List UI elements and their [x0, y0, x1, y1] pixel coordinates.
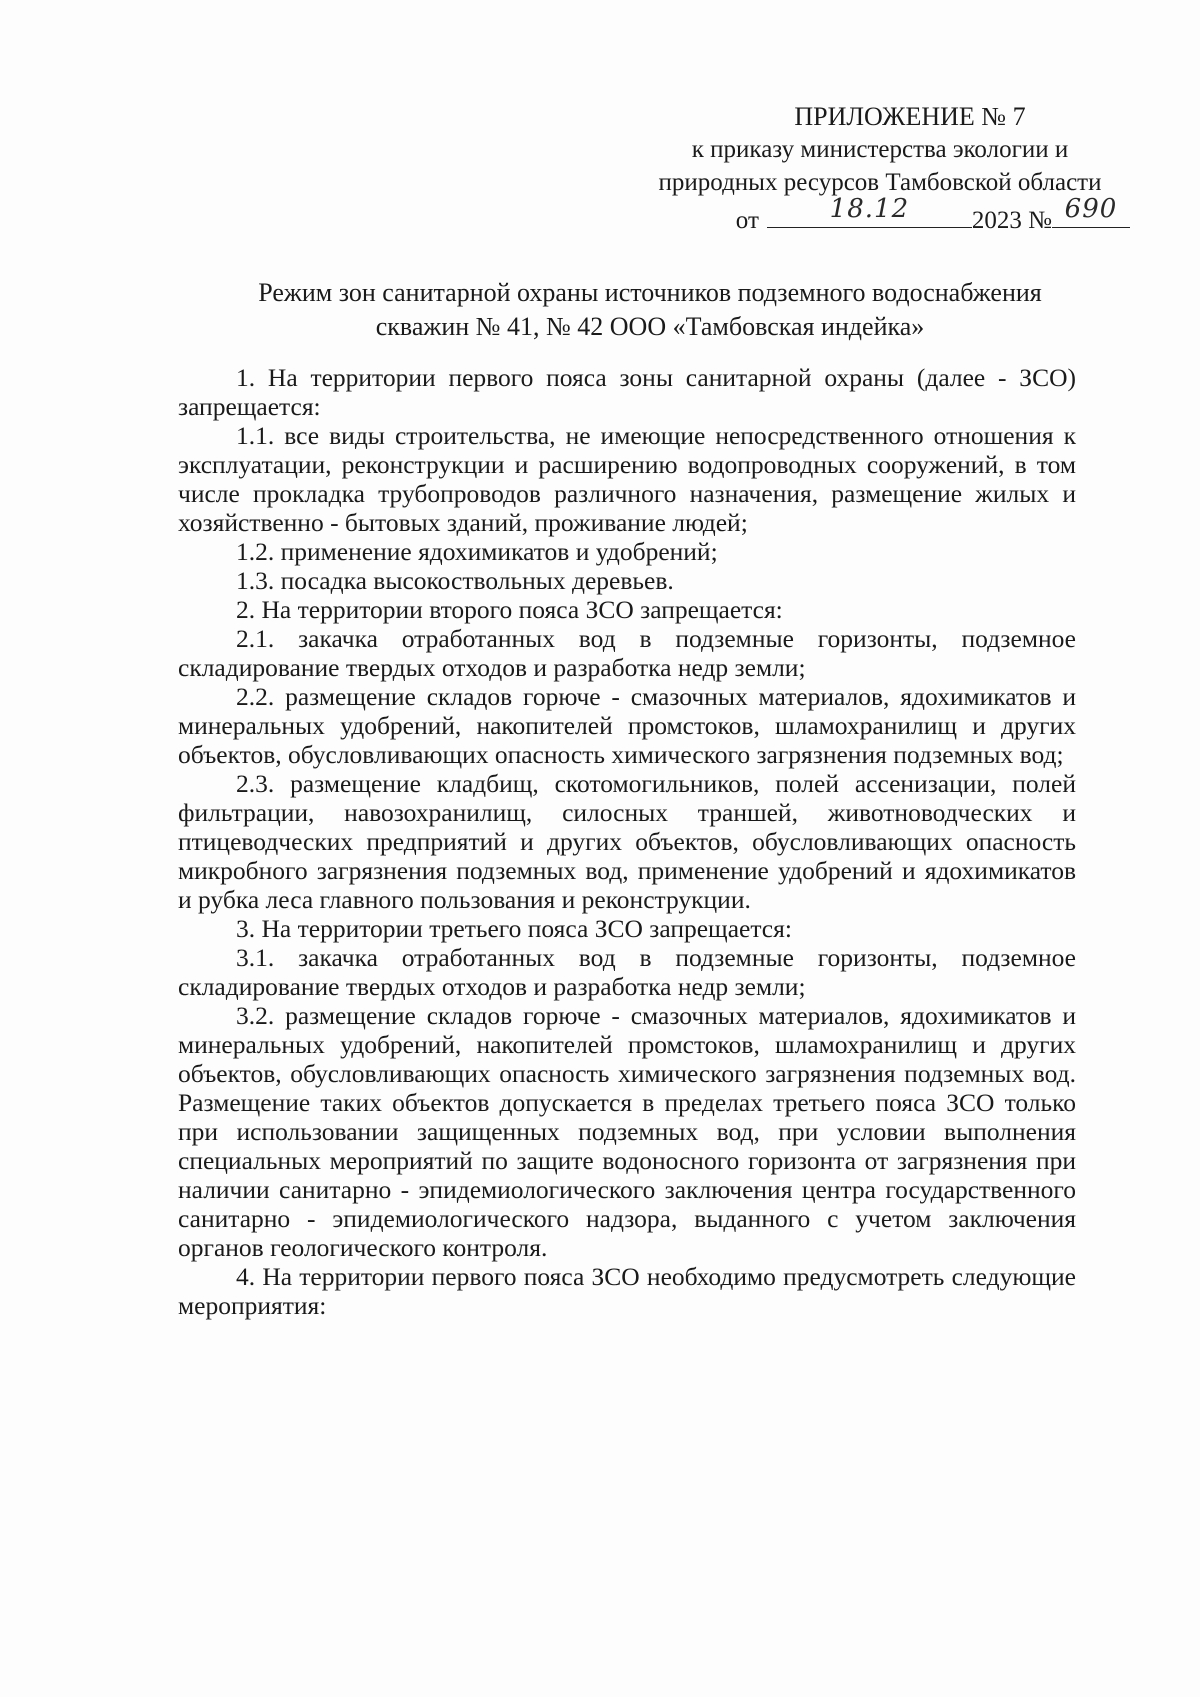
paragraph-1-2: 1.2. применение ядохимикатов и удобрений;	[236, 537, 718, 566]
paragraph-3: 3. На территории третьего пояса ЗСО запрещается:	[236, 914, 792, 943]
paragraph-4: 4. На территории первого пояса ЗСО необходимо предусмотреть следующие мероприятия:	[178, 1262, 1076, 1320]
handwritten-order-number: 690	[1064, 194, 1118, 224]
paragraph-2-1: 2.1. закачка отработанных вод в подземные горизонты, подземное складирование твердых отходов и разработка недр земли;	[178, 624, 1076, 682]
appendix-title: ПРИЛОЖЕНИЕ № 7	[794, 102, 1026, 131]
order-number-field	[1052, 194, 1130, 228]
year-number-label: 2023 №	[971, 207, 1052, 234]
document-title	[180, 276, 1120, 344]
paragraph-1: 1. На территории первого пояса зоны санитарной охраны (далее - ЗСО) запрещается:	[178, 363, 1076, 421]
paragraph-3-2: 3.2. размещение складов горюче - смазочных материалов, ядохимикатов и минеральных удобрений, накопителей промстоков, шламохранилищ и других объектов, обусловливающих опасность химического загрязнения подземных вод. Размещение таких объектов допускается в пределах третьего пояса ЗСО только при использовании защищенных подземных вод, при условии выполнения специальных мероприятий по защите водоносного горизонта от загрязнения при наличии санитарно - эпидемиологического заключения центра государственного санитарно - эпидемиологического надзора, выданного с учетом заключения органов геологического контроля.	[178, 1001, 1076, 1262]
paragraph-1-3: 1.3. посадка высокоствольных деревьев.	[236, 566, 674, 595]
order-date-line	[610, 194, 1130, 237]
paragraph-2-2: 2.2. размещение складов горюче - смазочных материалов, ядохимикатов и минеральных удобрений, накопителей промстоков, шламохранилищ и других объектов, обусловливающих опасность химического загрязнения подземных вод;	[178, 682, 1076, 769]
paragraph-2-3: 2.3. размещение кладбищ, скотомогильников, полей ассенизации, полей фильтрации, навозохранилищ, силосных траншей, животноводческих и птицеводческих предприятий и других объектов, обусловливающих опасность микробного загрязнения подземных вод, применение удобрений и ядохимикатов и рубка леса главного пользования и реконструкции.	[178, 769, 1076, 914]
document-body	[178, 363, 1076, 1320]
handwritten-date: 18.12	[829, 194, 910, 224]
order-reference-line-2: природных ресурсов Тамбовской области	[658, 169, 1102, 196]
appendix-header	[610, 100, 1130, 237]
title-line-1: Режим зон санитарной охраны источников подземного водоснабжения	[258, 278, 1042, 307]
paragraph-1-1: 1.1. все виды строительства, не имеющие непосредственного отношения к эксплуатации, реконструкции и расширению водопроводных сооружений, в том числе прокладка трубопроводов различного назначения, размещение жилых и хозяйственно - бытовых зданий, проживание людей;	[178, 421, 1076, 537]
paragraph-2: 2. На территории второго пояса ЗСО запрещается:	[236, 595, 783, 624]
date-field	[767, 194, 972, 228]
order-reference-line-1: к приказу министерства экологии и	[691, 136, 1069, 163]
paragraph-3-1: 3.1. закачка отработанных вод в подземные горизонты, подземное складирование твердых отходов и разработка недр земли;	[178, 943, 1076, 1001]
title-line-2: скважин № 41, № 42 ООО «Тамбовская индейка»	[375, 312, 925, 341]
date-prefix: от	[735, 207, 759, 234]
